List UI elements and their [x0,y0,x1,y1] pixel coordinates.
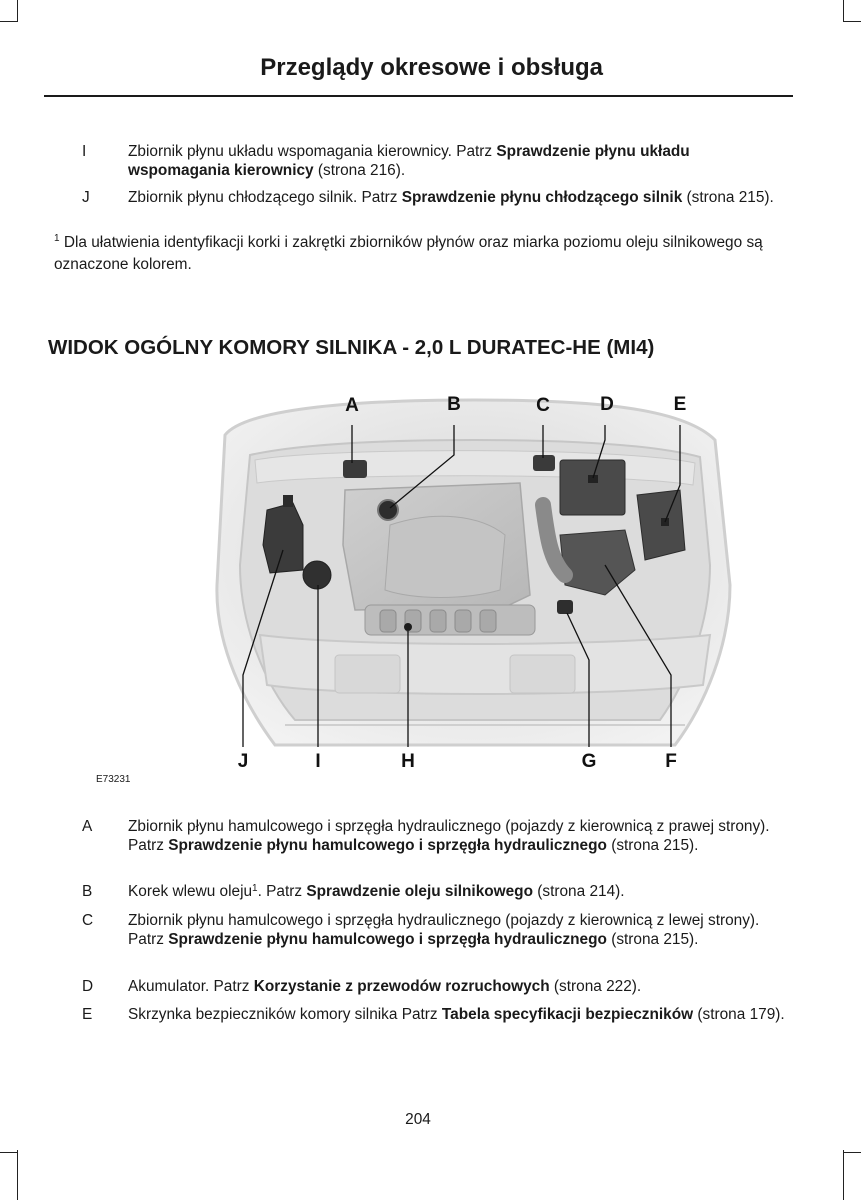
callout-e: E [673,394,687,415]
callout-f: F [665,751,677,770]
item-link[interactable]: Tabela specyfikacji bezpieczników [441,1006,694,1023]
footnote-marker: 1 [54,233,60,244]
crop-mark [843,1152,861,1153]
item-text: Akumulator. Patrz Korzystanie z przewodów rozruchowych (strona 222). [128,978,642,995]
crop-mark [17,1150,18,1200]
callout-j: J [237,751,249,770]
callout-a: A [345,395,359,416]
item-link[interactable]: Korzystanie z przewodów rozruchowych [253,978,550,995]
crop-mark [843,0,844,22]
item-text: Zbiornik płynu chłodzącego silnik. Patrz Sprawdzenie płynu chłodzącego silnik (strona 215). [128,189,774,206]
item-link[interactable]: Sprawdzenie płynu chłodzącego silnik [401,189,683,206]
item-link[interactable]: Sprawdzenie płynu układu wspomagania kierownicy [128,143,690,179]
callout-c: C [536,395,550,416]
item-text: Zbiornik płynu układu wspomagania kierownicy. Patrz Sprawdzenie płynu układu wspomagania kierownicy (strona 216). [128,143,690,179]
engine-bay-illustration [205,385,735,770]
callout-b: B [447,394,461,415]
crop-mark [17,0,18,22]
item-text: Korek wlewu oleju$^1$. Patrz Sprawdzenie oleju silnikowego (strona 214). [128,883,625,900]
callout-d: D [600,394,614,415]
item-letter: A [82,818,93,835]
figure-code: E73231 [96,774,131,785]
header-rule [44,95,793,97]
footnote: $^1$ Dla ułatwienia identyfikacji korki i zakrętki zbiorników płynów oraz miarka poziomu oleju silnikowego są oznaczone kolorem. [54,233,763,273]
item-letter: E [82,1006,93,1023]
callout-h: H [401,751,415,770]
crop-mark [0,1152,18,1153]
item-link[interactable]: Sprawdzenie płynu hamulcowego i sprzęgła hydraulicznego [168,931,607,948]
item-text: Skrzynka bezpieczników komory silnika Patrz Tabela specyfikacji bezpieczników (strona 179). [128,1006,785,1023]
page-number: 204 [405,1111,431,1128]
item-link[interactable]: Sprawdzenie oleju silnikowego [306,883,533,900]
page-title: Przeglądy okresowe i obsługa [260,54,603,81]
item-text: Zbiornik płynu hamulcowego i sprzęgła hydraulicznego (pojazdy z kierownicą z prawej strony). Patrz Sprawdzenie płynu hamulcowego i sprzęgła hydraulicznego (strona 215). [128,818,770,854]
item-letter: B [82,883,93,900]
item-letter: D [82,978,94,995]
section-heading: WIDOK OGÓLNY KOMORY SILNIKA - 2,0 L DURATEC-HE (MI4) [48,336,655,359]
callout-g: G [581,751,597,770]
item-link[interactable]: Sprawdzenie płynu hamulcowego i sprzęgła hydraulicznego [168,837,607,854]
item-letter: I [82,143,87,160]
crop-mark [0,21,18,22]
crop-mark [843,1150,844,1200]
callout-i: I [315,751,321,770]
item-letter: J [82,189,90,206]
footnote-ref: 1 [252,883,258,894]
item-text: Zbiornik płynu hamulcowego i sprzęgła hydraulicznego (pojazdy z kierownicą z lewej strony). Patrz Sprawdzenie płynu hamulcowego i sprzęgła hydraulicznego (strona 215). [128,912,760,948]
item-letter: C [82,912,94,929]
crop-mark [843,21,861,22]
